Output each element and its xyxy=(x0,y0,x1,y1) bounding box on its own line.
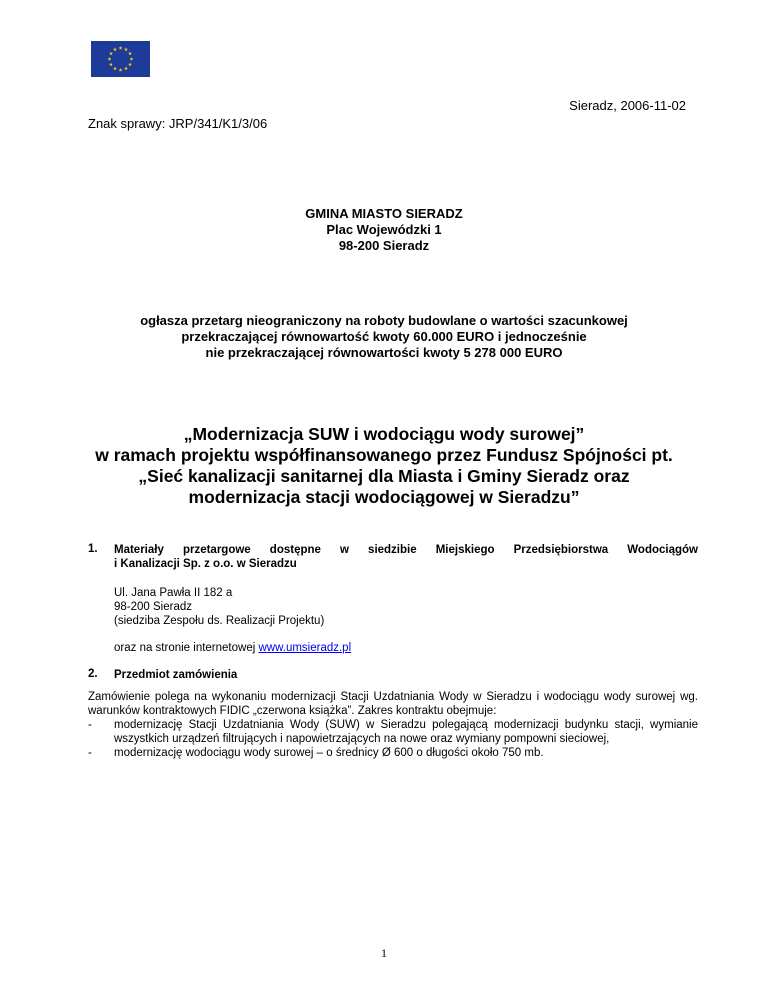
section-2-intro: Zamówienie polega na wykonaniu modernizacji Stacji Uzdatniania Wody w Sieradzu i wodociągu wody surowej wg. warunków kontraktowych FIDIC „czerwona książka”. Zakres kontraktu obejmuje: xyxy=(88,691,698,717)
issuer-name: GMINA MIASTO SIERADZ xyxy=(305,206,463,221)
section-1-heading xyxy=(88,543,698,571)
announcement xyxy=(0,313,768,361)
project-title-line: modernizacja stacji wodociągowej w Sieradzu” xyxy=(188,487,580,507)
section-number: 2. xyxy=(88,668,98,680)
place-date: Sieradz, 2006-11-02 xyxy=(569,98,686,113)
section-2-title: Przedmiot zamówienia xyxy=(114,669,238,681)
address-line: (siedziba Zespołu ds. Realizacji Projektu) xyxy=(114,615,325,627)
section-1-heading-line: Materiały przetargowe dostępne w siedzibie Miejskiego Przedsiębiorstwa Wodociągów xyxy=(114,544,698,556)
list-item xyxy=(88,718,698,746)
section-number: 1. xyxy=(88,543,98,555)
issuer-street: Plac Wojewódzki 1 xyxy=(326,222,442,237)
project-title-line: „Modernizacja SUW i wodociągu wody surowej” xyxy=(183,424,585,444)
section-1-heading-line: i Kanalizacji Sp. z o.o. w Sieradzu xyxy=(114,558,297,570)
section-1-website xyxy=(114,641,351,655)
project-title-line: w ramach projektu współfinansowanego przez Fundusz Spójności pt. xyxy=(95,445,673,465)
list-item-text: modernizację wodociągu wody surowej – o średnicy Ø 600 o długości około 750 mb. xyxy=(114,747,544,759)
list-item-text: modernizację Stacji Uzdatniania Wody (SUW) w Sieradzu polegającą modernizacji budynku stacji, wymianie wszystkich urządzeń filtrujących i napowietrzających na nowe oraz wymiany pompowni sieciowej, xyxy=(114,719,698,745)
issuer-city: 98-200 Sieradz xyxy=(338,238,430,253)
eu-flag-icon xyxy=(91,41,150,77)
project-title-line: „Sieć kanalizacji sanitarnej dla Miasta i Gminy Sieradz oraz xyxy=(138,466,630,486)
project-title xyxy=(0,424,768,508)
address-line: 98-200 Sieradz xyxy=(114,601,192,613)
bullet-dash: - xyxy=(88,747,92,759)
page-number: 1 xyxy=(381,946,387,960)
section-2-bullets xyxy=(88,718,698,760)
address-line: Ul. Jana Pawła II 182 a xyxy=(114,587,233,599)
section-2-heading xyxy=(88,668,698,682)
bullet-dash: - xyxy=(88,719,92,731)
section-1-address xyxy=(114,586,324,628)
issuer-address xyxy=(0,206,768,254)
case-reference: Znak sprawy: JRP/341/K1/3/06 xyxy=(88,116,268,131)
announcement-line: przekraczającej równowartość kwoty 60.000 EURO i jednocześnie xyxy=(181,329,587,344)
website-link[interactable]: www.umsieradz.pl xyxy=(258,642,352,654)
announcement-line: ogłasza przetarg nieograniczony na roboty budowlane o wartości szacunkowej xyxy=(140,313,628,328)
list-item xyxy=(88,746,698,760)
announcement-line: nie przekraczającej równowartości kwoty 5 278 000 EURO xyxy=(205,345,563,360)
website-prefix: oraz na stronie internetowej xyxy=(114,642,259,654)
